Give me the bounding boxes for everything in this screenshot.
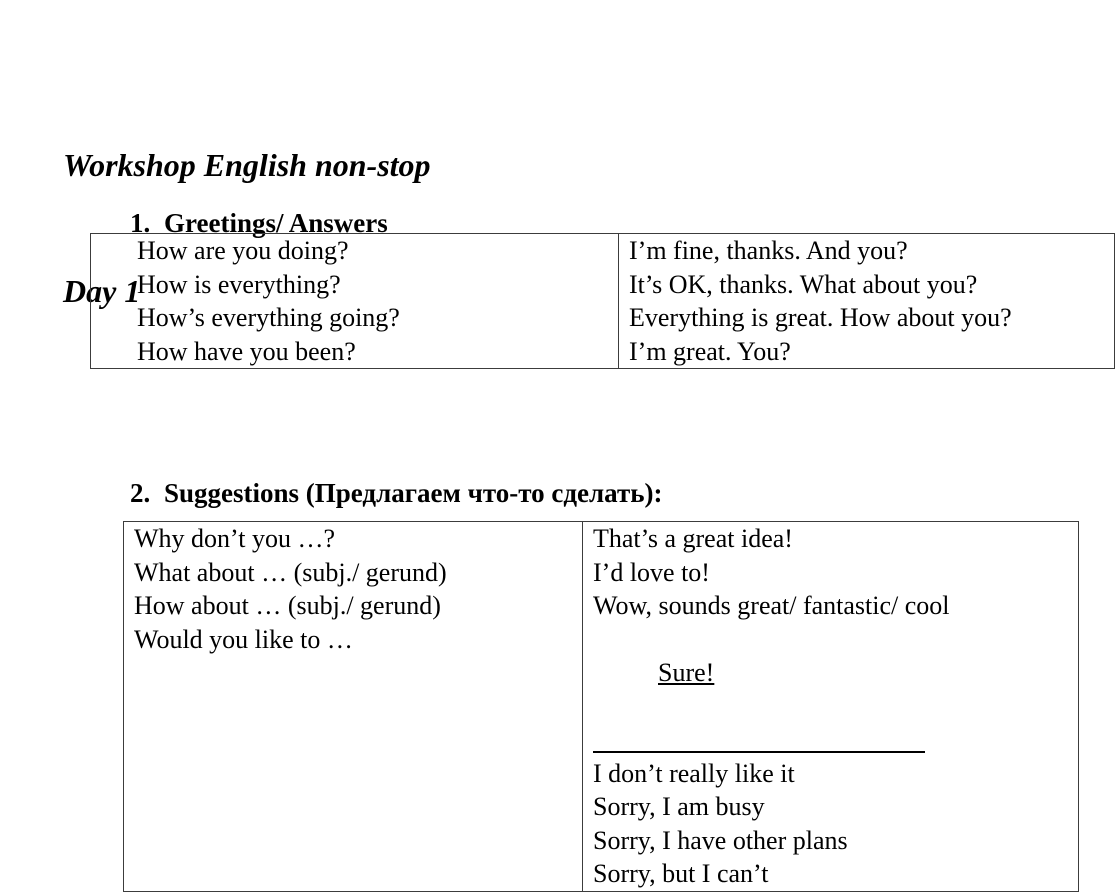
table-row: [91, 234, 1115, 369]
suggestions-prompts-cell: [124, 522, 583, 892]
greetings-questions-cell: [91, 234, 619, 369]
section-2-title: Suggestions (Предлагаем что-то сделать):: [164, 478, 663, 508]
phrase-line: How have you been?: [137, 336, 356, 366]
phrase-line: I don’t really like it: [593, 758, 795, 788]
section-1-number: 1.: [130, 208, 151, 238]
phrase-line: Sorry, I am busy: [593, 792, 765, 821]
phrase-line: I’m fine, thanks. And you?: [629, 236, 908, 265]
blank-underline: [593, 751, 925, 753]
sure-text: Sure!: [658, 658, 715, 687]
phrase-line: That’s a great idea!: [593, 524, 793, 553]
phrase-line: Sorry, but I can’t: [593, 859, 769, 888]
greetings-answers-cell: [619, 234, 1115, 369]
phrase-line-underlined: [593, 623, 1074, 757]
phrase-line: How’s everything going?: [137, 303, 400, 332]
phrase-line: What about … (subj./ gerund): [134, 557, 447, 587]
suggestions-table: [123, 521, 1079, 892]
greetings-table: [90, 233, 1115, 369]
phrase-line: It’s OK, thanks. What about you?: [629, 269, 978, 299]
phrase-line: How is everything?: [137, 269, 341, 299]
suggestions-responses-cell: [583, 522, 1079, 892]
phrase-line: How are you doing?: [137, 236, 349, 265]
section-1-title: Greetings/ Answers: [164, 208, 388, 238]
title-line-1: Workshop English non-stop: [63, 147, 431, 183]
phrase-line: Why don’t you …?: [134, 524, 335, 553]
phrase-line: I’m great. You?: [629, 336, 791, 366]
phrase-line: Would you like to …: [134, 624, 353, 654]
title-line-2: Day 1: [63, 273, 141, 309]
phrase-line: Everything is great. How about you?: [629, 303, 1012, 332]
table-row: [124, 522, 1079, 892]
phrase-line: I’d love to!: [593, 557, 710, 587]
section-2-number: 2.: [130, 478, 151, 508]
phrase-line: Wow, sounds great/ fantastic/ cool: [593, 591, 950, 620]
phrase-line: How about … (subj./ gerund): [134, 591, 441, 620]
phrase-line: Sorry, I have other plans: [593, 825, 848, 855]
